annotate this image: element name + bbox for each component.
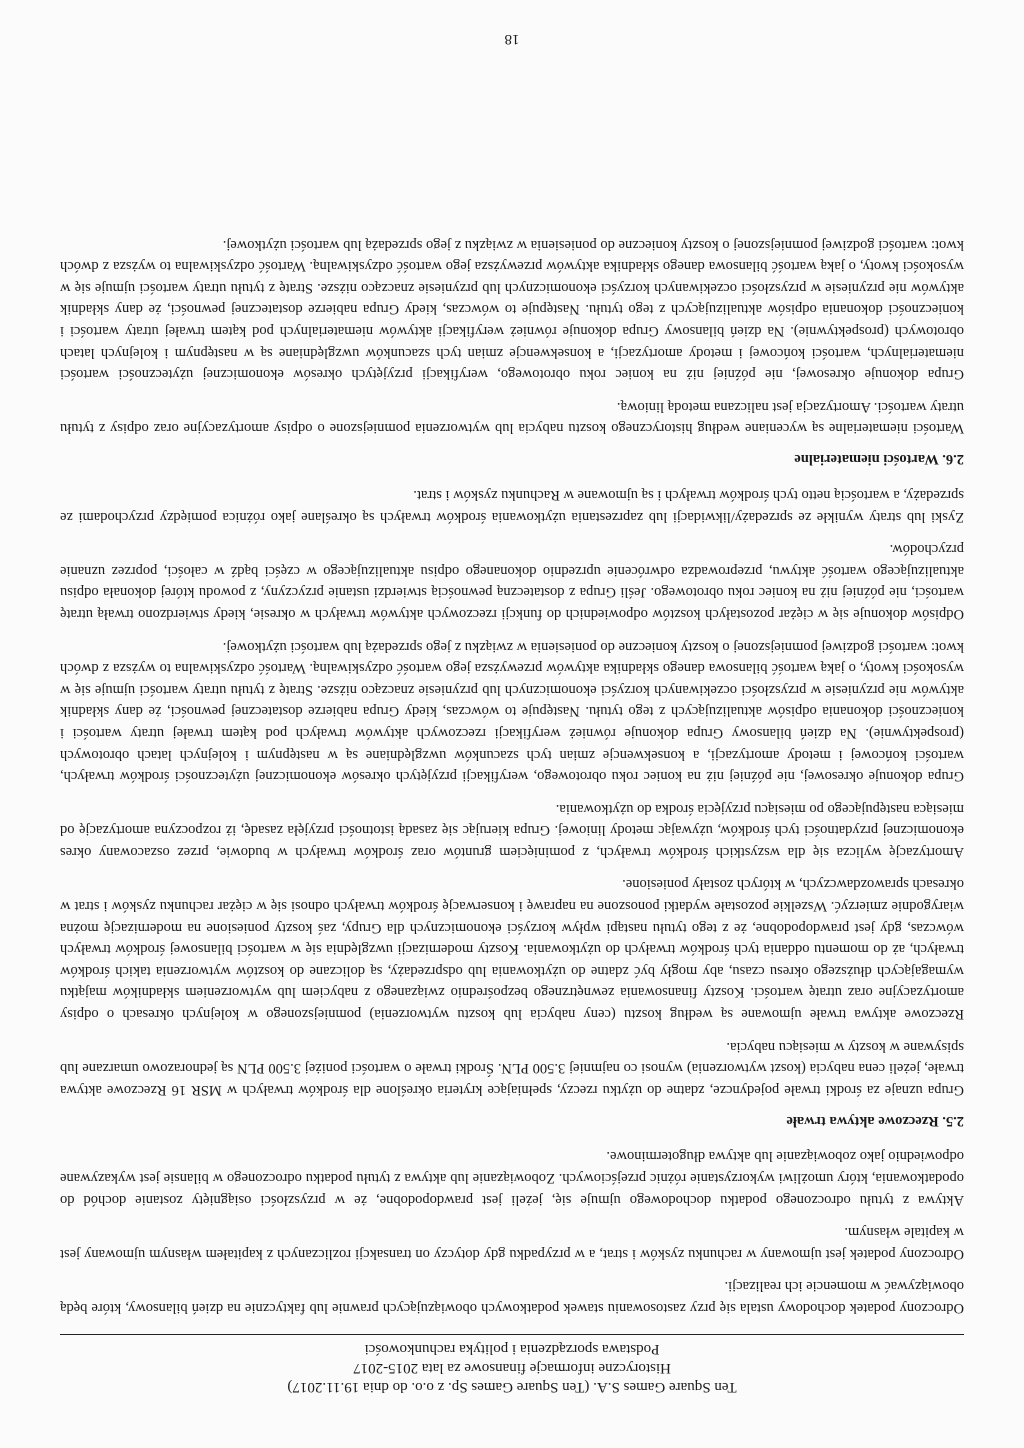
section-heading-intangible-assets: 2.6. Wartości niematerialne (794, 451, 964, 468)
paragraph-fixed-assets-3: Amortyzację wylicza się dla wszystkich środków trwałych, z pominięciem gruntów oraz środków trwałych w budowie, przez oszacowany okres ekonomicznej przydatności tych środków, używając metody liniowej. Grupa kierując się zasadą istotności przyjęła zasadę, iż rozpoczyna amortyzację od miesiąca następującego po miesiącu przyjęcia środka do użytkowania. (60, 800, 964, 860)
paragraph-deferred-tax-1: Odroczony podatek dochodowy ustala się przy zastosowaniu stawek podatkowych obowiązujących prawnie lub faktycznie na dzień bilansowy, które będą obowiązywać w momencie ich realizacji. (60, 1278, 964, 1316)
paragraph-fixed-assets-5: Odpisów dokonuje się w ciężar pozostałych kosztów odpowiednich do funkcji rzeczowych aktywów trwałych w okresie, kiedy stwierdzono trwałą utratę wartości, nie później niż na koniec roku obrotowego. Jeśli Grupa z dostateczną pewnością stwierdzi ustanie przyczyny, z powodu której dokonała odpisu aktualizującego wartość aktywu, przeprowadza odwrócenie uprzednio dokonanego odpisu aktualizującego w części bądź w całości, poprzez uznanie przychodów. (60, 541, 964, 622)
paragraph-fixed-assets-4: Grupa dokonuje okresowej, nie później niż na koniec roku obrotowego, weryfikacji przyjętych okresów ekonomicznej użyteczności środków trwałych, wartości końcowej i metody amortyzacji, a konsekwencje zmian tych szacunków uwzględniane są w następnym i kolejnych latach obrotowych (prospektywnie). Na dzień bilansowy Grupa dokonuje również weryfikacji rzeczowych aktywów trwałych pod kątem trwałej utraty wartości i konieczności dokonania odpisów aktualizujących z tego tytułu. Następuje to wówczas, kiedy Grupa nabierze dostatecznej pewności, że dany składnik aktywów nie przyniesie w przyszłości oczekiwanych korzyści ekonomicznych lub przyniesie znacząco niższe. Stratę z tytułu utraty wartości ujmuje się w wysokości kwoty, o jaką wartość bilansowa danego składnika aktywów przewyższa jego wartość odzyskiwalną. Wartość odzyskiwalna to wyższa z dwóch kwot: wartości godziwej pomniejszonej o koszty konieczne do poniesienia w związku z jego sprzedażą lub wartości użytkowej. (60, 638, 964, 785)
paragraph-fixed-assets-6: Zyski lub straty wynikłe ze sprzedaży/likwidacji lub zaprzestania użytkowania środków trwałych są określane jako różnica pomiędzy przychodami ze sprzedaży, a wartością netto tych środków trwałych i są ujmowane w Rachunku zysków i strat. (60, 487, 964, 525)
paragraph-intangible-assets-1: Wartości niematerialne są wyceniane według historycznego kosztu nabycia lub wytworzenia pomniejszone o odpisy amortyzacyjne oraz odpisy z tytułu utraty wartości. Amortyzacja jest naliczana metodą liniową. (60, 398, 964, 437)
header-report-title: Historyczne informacje finansowe za lata 2015-2017 (353, 1360, 671, 1376)
paragraph-deferred-tax-3: Aktywa z tytułu odroczonego podatku dochodowego ujmuje się, jeżeli jest prawdopodobne, że w przyszłości osiągnięty zostanie dochód do opodatkowania, który umożliwi wykorzystanie różnic przejściowych. Zobowiązanie lub aktywa z tytułu podatku odroczonego w bilansie jest wykazywane odpowiednio jako zobowiązanie lub aktywa długoterminowe. (60, 1148, 964, 1208)
header-company: Ten Square Games S.A. (Ten Square Games Sp. z o.o. do dnia 19.11.2017) (287, 1379, 737, 1395)
paragraph-fixed-assets-1: Grupa uznaje za środki trwałe pojedyncze, zdatne do użytku rzeczy, spełniające kryteria określone dla środków trwałych w MSR 16 Rzeczowe aktywa trwałe, jeżeli cena nabycia (koszt wytworzenia) wynosi co najmniej 3.500 PLN. Środki trwałe o wartości poniżej 3.500 PLN są jednorazowo umarzane lub spisywane w koszty w miesiącu nabycia. (60, 1038, 964, 1098)
header-section-title: Podstawa sporządzenia i polityka rachunkowości (364, 1341, 660, 1357)
page-number: 18 (504, 31, 520, 47)
section-heading-fixed-assets: 2.5. Rzeczowe aktywa trwałe (786, 1112, 964, 1129)
paragraph-deferred-tax-2: Odroczony podatek jest ujmowany w rachunku zysków i strat, a w przypadku gdy dotyczy on transakcji rozliczanych z kapitałem własnym ujmowany jest w kapitale własnym. (60, 1224, 964, 1262)
page-header (60, 1339, 964, 1396)
page-content (60, 222, 964, 1396)
paragraph-fixed-assets-2: Rzeczowe aktywa trwałe ujmowane są według kosztu (ceny nabycia lub kosztu wytworzenia) pomniejszonego w kolejnych okresach o odpisy amortyzacyjne oraz utratę wartości. Koszty finansowania zewnętrznego bezpośrednio związanego z nabyciem lub wytworzeniem składników majątku wymagających dłuższego okresu czasu, aby mogły być zdatne do użytkowania lub odsprzedaży, są doliczane do kosztów wytworzenia takich środków trwałych, aż do momentu oddania tych środków trwałych do użytkowania. Koszty modernizacji uwzględnia się w wartości bilansowej środków trwałych wówczas, gdy jest prawdopodobne, że z tego tytułu nastąpi wpływ korzyści ekonomicznych dla Grupy, zaś koszty poniesione na modernizację można wiarygodnie zmierzyć. Wszelkie pozostałe wydatki ponoszone na naprawę i konserwację środków trwałych odnosi się w ciężar rachunku zysków i strat w okresach sprawozdawczych, w których zostały poniesione. (60, 876, 964, 1023)
paragraph-intangible-assets-2: Grupa dokonuje okresowej, nie później niż na koniec roku obrotowego, weryfikacji przyjętych okresów ekonomicznej użyteczności wartości niematerialnych, wartości końcowej i metody amortyzacji, a konsekwencje zmian tych szacunków uwzględniane są w następnym i kolejnych latach obrotowych (prospektywnie). Na dzień bilansowy Grupa dokonuje również weryfikacji aktywów niematerialnych pod kątem trwałej utraty wartości i konieczności dokonania odpisów aktualizujących z tego tytułu. Następuje to wówczas, kiedy Grupa nabierze dostatecznej pewności, że dany składnik aktywów nie przyniesie w przyszłości oczekiwanych korzyści ekonomicznych lub przyniesie znacząco niższe. Stratę z tytułu utraty wartości ujmuje się w wysokości kwoty, o jaką wartość bilansowa danego składnika aktywów przewyższa jego wartość odzyskiwalną. Wartość odzyskiwalna to wyższa z dwóch kwot: wartości godziwej pomniejszonej o koszty konieczne do poniesienia w związku z jego sprzedażą lub wartości użytkowej. (60, 236, 964, 383)
header-divider (60, 1334, 964, 1335)
